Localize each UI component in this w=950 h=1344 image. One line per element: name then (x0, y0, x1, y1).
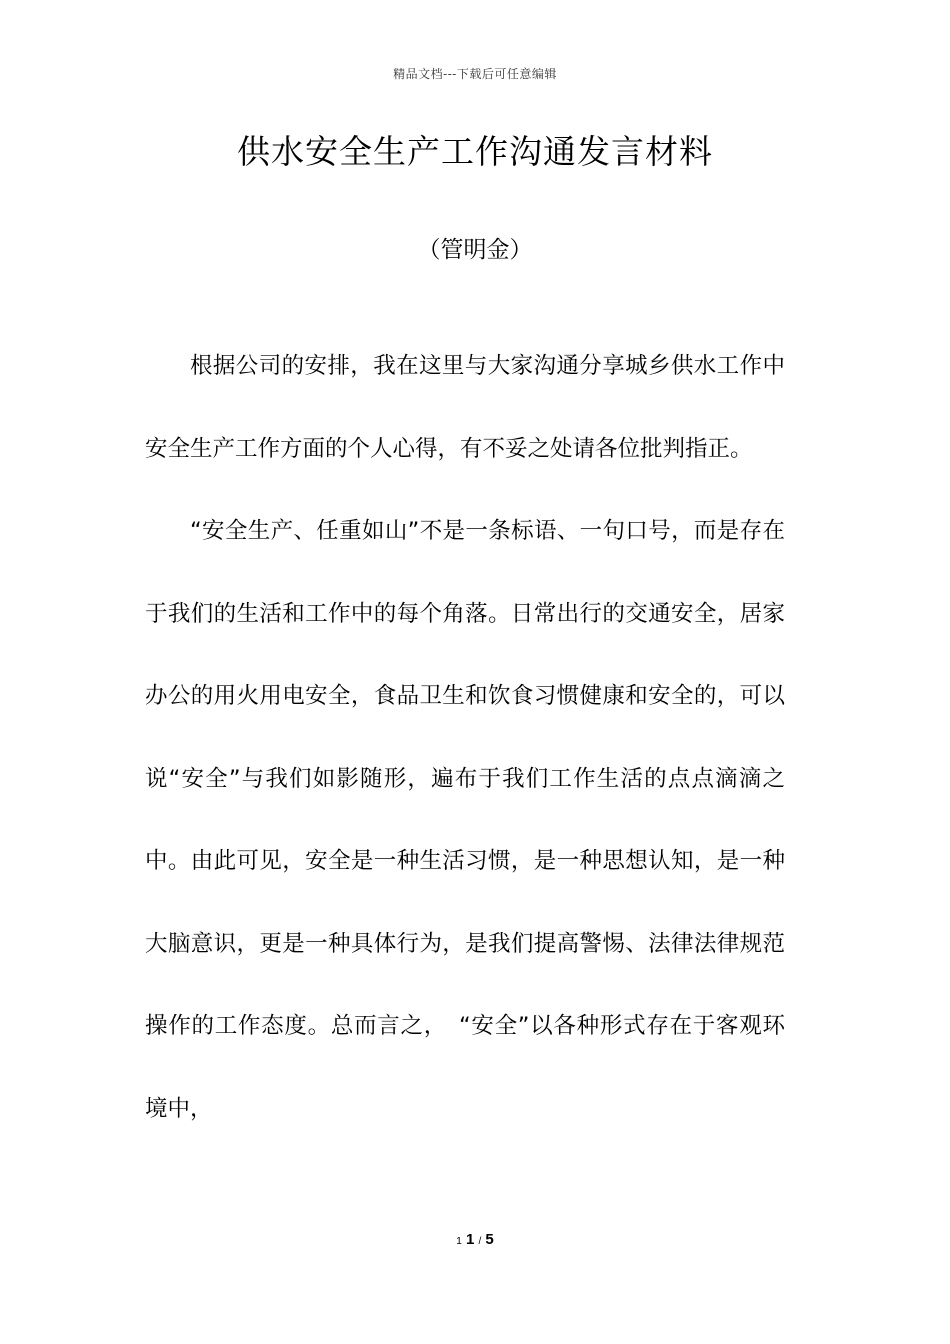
page-number-separator: / (478, 1236, 482, 1247)
page-number-current: 1 (465, 1231, 475, 1248)
document-author: （管明金） (417, 237, 533, 263)
page-number-prefix: 1 (456, 1236, 462, 1247)
document-title: 供水安全生产工作沟通发言材料 (237, 132, 713, 171)
page-number-total: 5 (485, 1231, 494, 1248)
body-paragraph: 根据公司的安排，我在这里与大家沟通分享城乡供水工作中安全生产工作方面的个人心得，有不妥之处请各位批判指正。 (145, 353, 785, 462)
document-body (145, 325, 785, 1150)
page-number (0, 1230, 950, 1252)
page-header: 精品文档---下载后可任意编辑 (393, 67, 557, 81)
body-paragraph: “安全生产、任重如山”不是一条标语、一句口号，而是存在于我们的生活和工作中的每个角落。日常出行的交通安全，居家办公的用火用电安全，食品卫生和饮食习惯健康和安全的，可以说“安全”与我们如影随形，遍布于我们工作生活的点点滴滴之中。由此可见，安全是一种生活习惯，是一种思想认知，是一种大脑意识，更是一种具体行为，是我们提高警惕、法律法律规范操作的工作态度。总而言之， “安全”以各种形式存在于客观环境中， (145, 518, 785, 1122)
